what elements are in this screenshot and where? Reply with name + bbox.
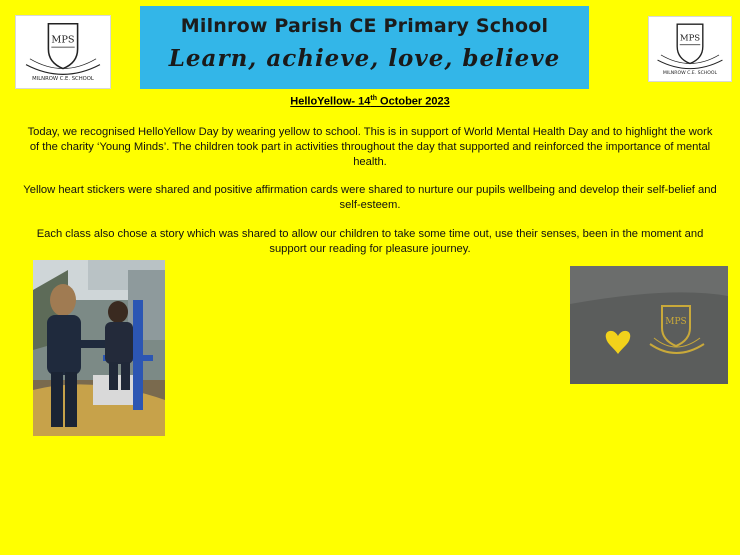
photo-children-playground [33, 260, 165, 436]
school-name: Milnrow Parish CE Primary School [180, 15, 549, 37]
school-crest-icon [16, 16, 110, 88]
school-logo-right [648, 16, 732, 82]
article-title [0, 95, 740, 108]
photo-heart-sticker-jumper [570, 266, 728, 384]
article-paragraph-2: Yellow heart stickers were shared and positive affirmation cards were shared to nurture our pupils wellbeing and develop their self-belief and self-esteem. [23, 184, 717, 211]
header-banner [140, 6, 589, 89]
logo-ribbon-text: MILNROW C.E. SCHOOL [32, 76, 94, 83]
article-paragraph-3: Each class also chose a story which was shared to allow our children to take some time out, use their senses, been in the moment and support our reading for pleasure journey. [36, 228, 704, 255]
logo-ribbon-text: MILNROW C.E. SCHOOL [662, 70, 718, 76]
title-suffix: October 2023 [376, 95, 450, 108]
school-motto: Learn, achieve, love, believe [168, 45, 561, 72]
crest-monogram: MPS [665, 317, 687, 327]
school-crest-icon [649, 17, 731, 81]
article-paragraph-1: Today, we recognised HelloYellow Day by wearing yellow to school. This is in support of World Mental Health Day and to highlight the work of the charity ‘Young Minds’. The children took part in activities throughout the day that supported and reinforced the importance of mental health. [27, 126, 713, 168]
school-logo-left [15, 15, 111, 89]
title-superscript: th [370, 95, 377, 102]
logo-monogram: MPS [51, 34, 75, 46]
logo-monogram: MPS [679, 33, 701, 44]
title-prefix: HelloYellow- 14 [290, 95, 371, 108]
